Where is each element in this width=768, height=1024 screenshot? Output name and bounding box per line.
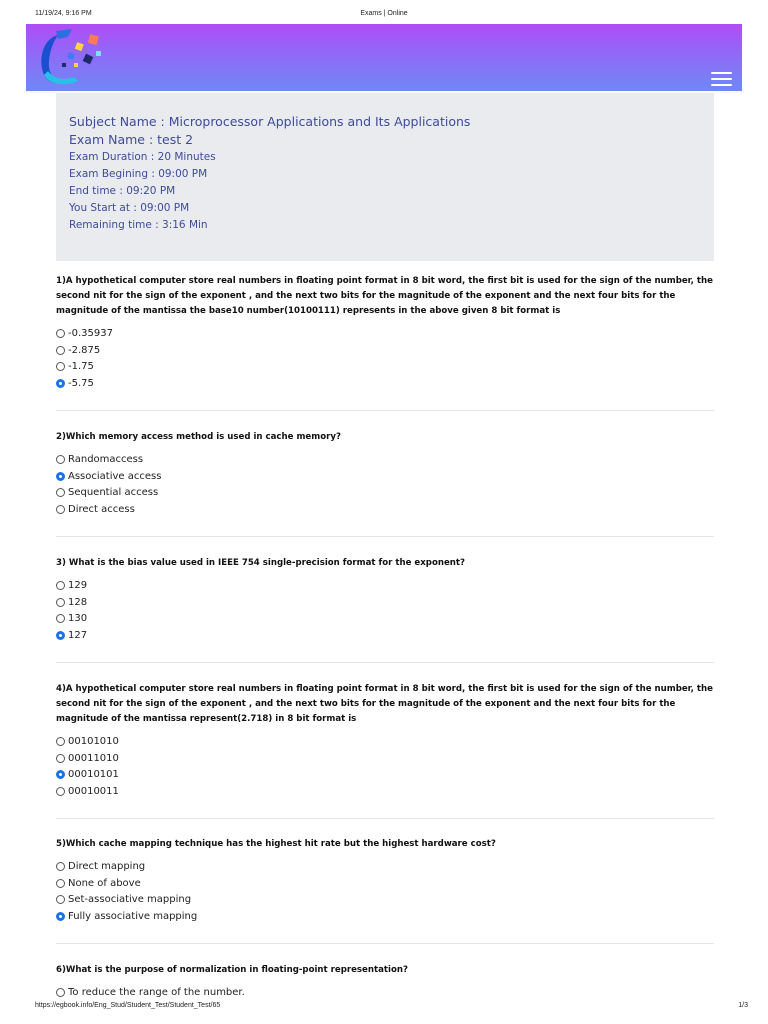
answer-option[interactable]: To reduce the range of the number. [56, 984, 714, 1001]
answer-option[interactable]: Set-associative mapping [56, 892, 714, 909]
question-4 [56, 682, 714, 800]
answer-option[interactable]: Sequential access [56, 485, 714, 502]
exam-info-panel [56, 93, 714, 261]
divider [56, 536, 714, 537]
radio-icon[interactable] [56, 988, 65, 997]
radio-icon[interactable] [56, 581, 65, 590]
exam-duration: Exam Duration : 20 Minutes [69, 151, 216, 163]
radio-icon[interactable] [56, 329, 65, 338]
print-footer [0, 1002, 768, 1014]
radio-icon[interactable] [56, 455, 65, 464]
divider [56, 818, 714, 819]
question-text: 6)What is the purpose of normalization in floating-point representation? [56, 965, 408, 975]
answer-option[interactable]: 00101010 [56, 733, 714, 750]
radio-icon[interactable] [56, 737, 65, 746]
radio-icon[interactable] [56, 346, 65, 355]
radio-icon[interactable] [56, 472, 65, 481]
remaining-time: Remaining time : 3:16 Min [69, 219, 208, 231]
logo-icon [34, 27, 108, 89]
answer-option[interactable]: 129 [56, 577, 714, 594]
answer-option[interactable]: Associative access [56, 468, 714, 485]
answer-option[interactable]: -5.75 [56, 375, 714, 392]
radio-icon[interactable] [56, 770, 65, 779]
exam-end-time: End time : 09:20 PM [69, 185, 176, 197]
radio-icon[interactable] [56, 598, 65, 607]
exam-start-at: You Start at : 09:00 PM [69, 202, 190, 214]
answer-option[interactable]: 00011010 [56, 750, 714, 767]
answer-option[interactable]: -1.75 [56, 359, 714, 376]
answer-option[interactable]: -0.35937 [56, 325, 714, 342]
answer-option[interactable]: 00010011 [56, 783, 714, 800]
print-url: https://egbook.info/Eng_Stud/Student_Test/Student_Test/65 [35, 1002, 221, 1009]
question-text: 5)Which cache mapping technique has the highest hit rate but the highest hardware cost? [56, 839, 496, 849]
divider [56, 943, 714, 944]
radio-icon[interactable] [56, 879, 65, 888]
radio-icon[interactable] [56, 505, 65, 514]
radio-icon[interactable] [56, 895, 65, 904]
question-6 [56, 963, 714, 1001]
radio-icon[interactable] [56, 362, 65, 371]
answer-option[interactable]: Direct mapping [56, 858, 714, 875]
print-header [0, 10, 768, 22]
exam-beginning: Exam Begining : 09:00 PM [69, 168, 208, 180]
question-text: 4)A hypothetical computer store real numbers in floating point format in 8 bit word, the first bit is used for the sign of the number, the second nit for the sign of the exponent , and the next two bits for the magnitude of the exponent and the next four bits for the magnitude of the mantissa represent(2.718) in 8 bit format is [56, 684, 713, 724]
question-text: 3) What is the bias value used in IEEE 754 single-precision format for the exponent? [56, 558, 466, 568]
menu-icon[interactable] [711, 72, 732, 86]
radio-icon[interactable] [56, 912, 65, 921]
answer-option[interactable]: Direct access [56, 501, 714, 518]
print-page-number: 1/3 [738, 1002, 748, 1009]
print-datetime: 11/19/24, 9:16 PM [35, 10, 92, 17]
answer-option[interactable]: -2.875 [56, 342, 714, 359]
question-1 [56, 274, 714, 392]
answer-option[interactable]: 00010101 [56, 767, 714, 784]
radio-icon[interactable] [56, 754, 65, 763]
answer-option[interactable]: 130 [56, 611, 714, 628]
answer-option[interactable]: Fully associative mapping [56, 908, 714, 925]
question-3 [56, 556, 714, 644]
divider [56, 410, 714, 411]
subject-name: Subject Name : Microprocessor Applications and Its Applications [69, 114, 471, 129]
print-page-title: Exams | Online [360, 10, 408, 17]
answer-option[interactable]: 128 [56, 594, 714, 611]
radio-icon[interactable] [56, 631, 65, 640]
radio-icon[interactable] [56, 379, 65, 388]
radio-icon[interactable] [56, 488, 65, 497]
question-text: 2)Which memory access method is used in cache memory? [56, 432, 341, 442]
question-text: 1)A hypothetical computer store real numbers in floating point format in 8 bit word, the first bit is used for the sign of the number, the second nit for the sign of the exponent , and the next two bits for the magnitude of the exponent and the next four bits for the magnitude of the mantissa the base10 number(10100111) represents in the above given 8 bit format is [56, 276, 713, 316]
exam-name: Exam Name : test 2 [69, 132, 194, 147]
divider [56, 662, 714, 663]
radio-icon[interactable] [56, 614, 65, 623]
radio-icon[interactable] [56, 787, 65, 796]
answer-option[interactable]: 127 [56, 627, 714, 644]
radio-icon[interactable] [56, 862, 65, 871]
question-2 [56, 430, 714, 518]
answer-option[interactable]: None of above [56, 875, 714, 892]
question-5 [56, 837, 714, 925]
answer-option[interactable]: Randomaccess [56, 451, 714, 468]
header-banner [26, 24, 742, 91]
